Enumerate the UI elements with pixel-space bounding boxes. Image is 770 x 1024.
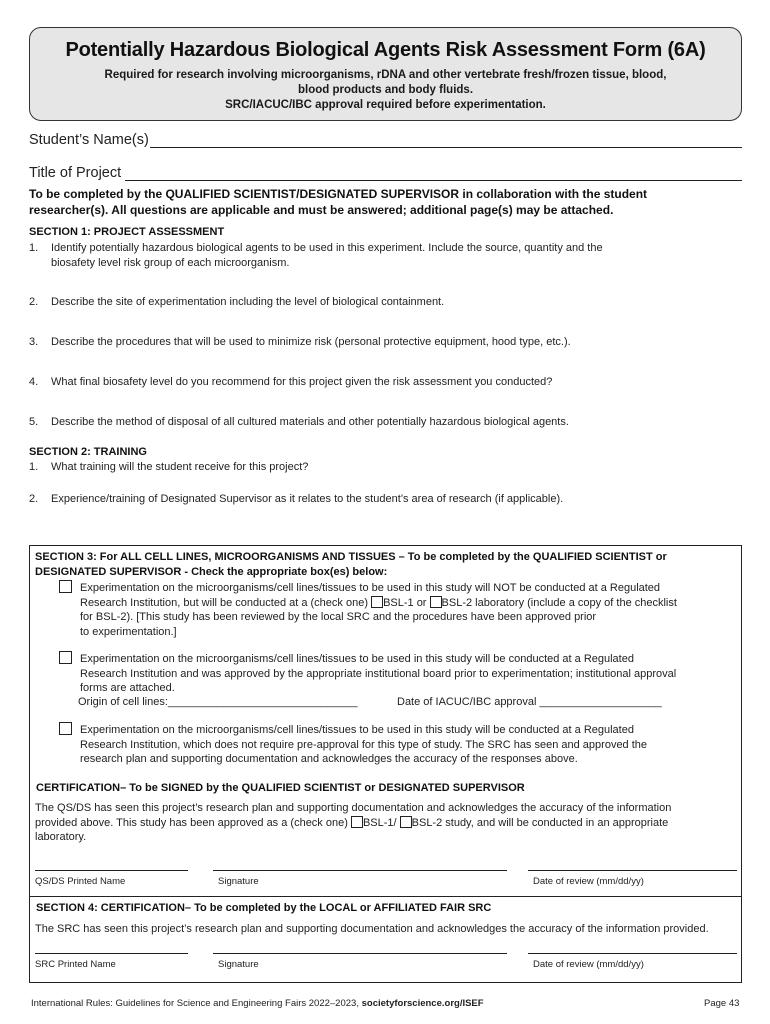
section3-heading-line-2: DESIGNATED SUPERVISOR - Check the appropriate box(es) below:	[35, 565, 388, 578]
qsds-date-label: Date of review (mm/dd/yy)	[533, 876, 644, 887]
cert-bsl1-label: BSL-1/	[362, 816, 400, 829]
iacuc-date-field[interactable]: Date of IACUC/IBC approval ____________________	[397, 696, 662, 708]
footer-citation	[31, 998, 484, 1009]
option1-checkbox[interactable]	[59, 580, 72, 593]
certification-line-1: The QS/DS has seen this project’s research plan and supporting documentation and acknowledges the accuracy of the information	[35, 802, 672, 814]
option2-text	[80, 652, 676, 696]
certification-line-2a: provided above. This study has been approved as a (check one)	[35, 816, 351, 829]
option1-text	[80, 581, 677, 639]
src-date-field[interactable]	[528, 953, 737, 954]
option2-line-3: forms are attached.	[80, 682, 175, 694]
footer-guidelines-text: International Rules: Guidelines for Science and Engineering Fairs 2022–2023,	[31, 998, 362, 1009]
question-text: Describe the method of disposal of all cultured materials and other potentially hazardous biological agents.	[51, 416, 569, 428]
option1-line-1: Experimentation on the microorganisms/cell lines/tissues to be used in this study will NOT be conducted at a Regulated	[80, 582, 661, 594]
qsds-signature-field[interactable]	[213, 870, 507, 871]
option2-line-2: Research Institution and was approved by the appropriate institutional board prior to experimentation; institutional approval	[80, 667, 677, 680]
opt1-bsl2-checkbox[interactable]	[430, 596, 442, 608]
qsds-date-field[interactable]	[528, 870, 737, 871]
question-number: 2.	[29, 493, 39, 505]
qsds-signature-label: Signature	[218, 876, 259, 887]
question-number: 5.	[29, 416, 39, 428]
form-subtitle-3: SRC/IACUC/IBC approval required before experimentation.	[225, 99, 546, 111]
question-text-cont: biosafety level risk group of each microorganism.	[51, 257, 290, 269]
question-number: 1.	[29, 242, 39, 254]
src-signature-label: Signature	[218, 959, 259, 970]
option3-line-3: research plan and supporting documentation and acknowledges the accuracy of the responses above.	[80, 753, 578, 765]
opt1-bsl1-checkbox[interactable]	[371, 596, 383, 608]
option1-line-2	[80, 596, 677, 611]
form-subtitle-1: Required for research involving microorganisms, rDNA and other vertebrate fresh/frozen tissue, blood,	[104, 69, 667, 81]
form-title: Potentially Hazardous Biological Agents Risk Assessment Form (6A)	[65, 39, 706, 61]
form-subtitle-2: blood products and body fluids.	[297, 84, 474, 96]
project-title-field[interactable]	[125, 180, 742, 181]
src-signature-field[interactable]	[213, 953, 507, 954]
src-printed-name-label: SRC Printed Name	[35, 959, 116, 970]
question-text: What training will the student receive for this project?	[51, 461, 309, 473]
option2-checkbox[interactable]	[59, 651, 72, 664]
section3-heading	[35, 550, 667, 579]
section4-box	[29, 897, 742, 983]
option3-text	[80, 723, 647, 767]
s1-question-5[interactable]	[29, 415, 749, 430]
question-number: 3.	[29, 336, 39, 348]
option1-line-3: for BSL-2). [This study has been reviewed by the local SRC and the procedures have been approved prior	[80, 611, 597, 623]
s1-question-4[interactable]	[29, 375, 749, 390]
origin-cell-lines-field[interactable]: Origin of cell lines:_______________________________	[78, 696, 358, 708]
s2-question-1[interactable]	[29, 460, 749, 475]
intro-paragraph	[29, 186, 749, 218]
section2-heading: SECTION 2: TRAINING	[29, 446, 147, 458]
section3-heading-line-1: SECTION 3: For ALL CELL LINES, MICROORGANISMS AND TISSUES – To be completed by the QUALIFIED SCIENTIST or	[35, 551, 667, 563]
option2-line-1: Experimentation on the microorganisms/cell lines/tissues to be used in this study will be conducted at a Regulated	[80, 653, 634, 665]
section1-heading: SECTION 1: PROJECT ASSESSMENT	[29, 226, 225, 238]
certification-line-2	[35, 816, 671, 831]
page-number: Page 43	[704, 998, 740, 1009]
s2-question-2[interactable]	[29, 492, 749, 507]
question-text: Identify potentially hazardous biological agents to be used in this experiment. Include the source, quantity and the	[51, 242, 603, 254]
students-name-field[interactable]	[150, 147, 742, 148]
footer-link[interactable]: societyforscience.org/ISEF	[361, 998, 484, 1009]
qsds-printed-name-label: QS/DS Printed Name	[35, 876, 126, 887]
src-printed-name-field[interactable]	[35, 953, 188, 954]
certification-text	[35, 801, 671, 845]
option3-line-2: Research Institution, which does not require pre-approval for this type of study. The SRC has seen and approved the	[80, 738, 648, 751]
option1-line-2a: Research Institution, but will be conducted at a (check one)	[80, 596, 372, 609]
qsds-printed-name-field[interactable]	[35, 870, 188, 871]
opt1-bsl1-label: BSL-1 or	[383, 596, 430, 609]
cert-bsl2-checkbox[interactable]	[400, 816, 412, 828]
question-text: Describe the site of experimentation including the level of biological containment.	[51, 296, 445, 308]
question-number: 4.	[29, 376, 39, 388]
src-date-label: Date of review (mm/dd/yy)	[533, 959, 644, 970]
question-text: Experience/training of Designated Supervisor as it relates to the student’s area of research (if applicable).	[51, 493, 564, 505]
question-number: 2.	[29, 296, 39, 308]
cert-bsl2-label: BSL-2 study, and will be conducted in an appropriate	[411, 816, 669, 829]
certification-line-3: laboratory.	[35, 831, 87, 843]
project-title-label: Title of Project	[29, 165, 122, 181]
question-number: 1.	[29, 461, 39, 473]
question-text: What final biosafety level do you recommend for this project given the risk assessment you conducted?	[51, 376, 553, 388]
form-header	[29, 27, 742, 121]
option3-line-1: Experimentation on the microorganisms/cell lines/tissues to be used in this study will be conducted at a Regulated	[80, 724, 634, 736]
certification-heading: CERTIFICATION– To be SIGNED by the QUALIFIED SCIENTIST or DESIGNATED SUPERVISOR	[36, 782, 525, 794]
section4-heading: SECTION 4: CERTIFICATION– To be completed by the LOCAL or AFFILIATED FAIR SRC	[36, 902, 492, 914]
opt1-bsl2-label: BSL-2 laboratory (include a copy of the checklist	[441, 596, 677, 609]
s1-question-3[interactable]	[29, 335, 749, 350]
cert-bsl1-checkbox[interactable]	[351, 816, 363, 828]
section4-text: The SRC has seen this project’s research plan and supporting documentation and acknowledges the accuracy of the information provided.	[35, 923, 709, 935]
intro-line-1: To be completed by the QUALIFIED SCIENTIST/DESIGNATED SUPERVISOR in collaboration with the student	[29, 187, 648, 201]
option1-line-4: to experimentation.]	[80, 625, 177, 638]
question-text: Describe the procedures that will be used to minimize risk (personal protective equipment, hood type, etc.).	[51, 336, 571, 348]
s1-question-1[interactable]	[29, 241, 749, 271]
intro-line-2: researcher(s). All questions are applicable and must be answered; additional page(s) may be attached.	[29, 203, 614, 217]
section3-box	[29, 545, 742, 897]
option3-checkbox[interactable]	[59, 722, 72, 735]
s1-question-2[interactable]	[29, 295, 749, 310]
students-name-label: Student’s Name(s)	[29, 132, 149, 148]
